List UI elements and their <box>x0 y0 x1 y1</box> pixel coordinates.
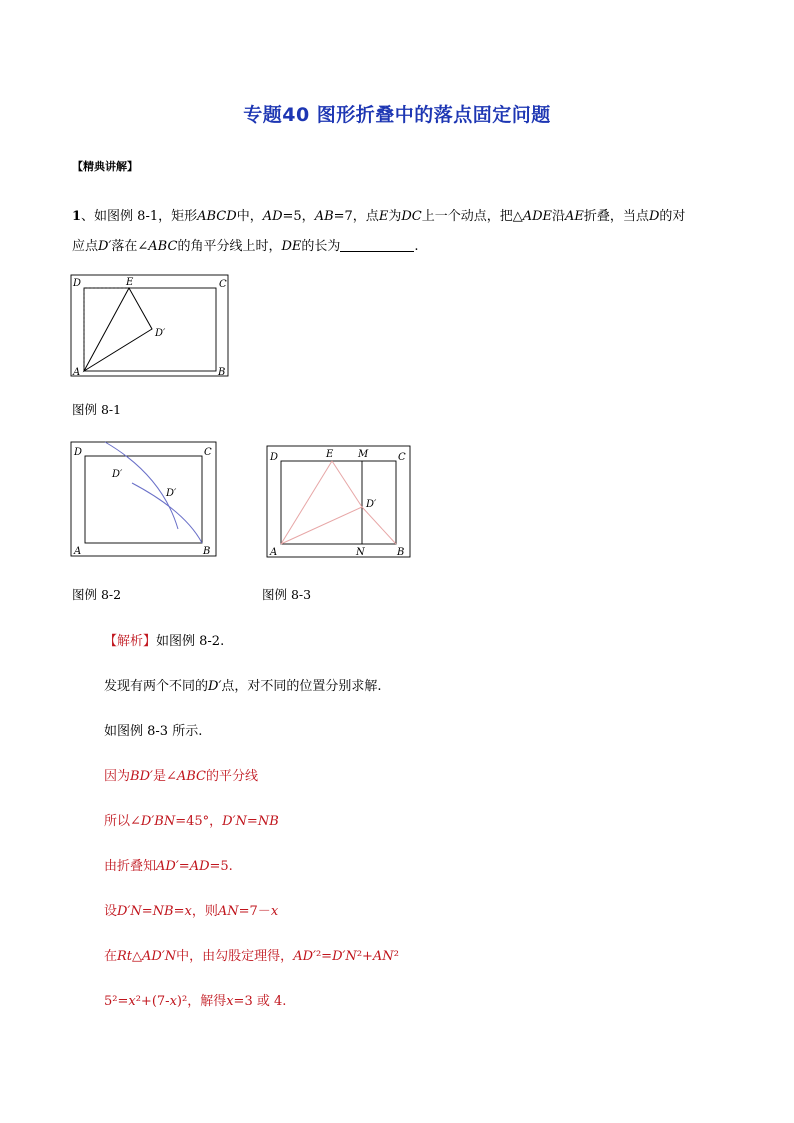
solution-text-segment: x <box>184 904 192 919</box>
solution-text-segment: ²+ <box>356 949 373 964</box>
fig3-label-d-prime: D′ <box>366 499 377 510</box>
fig1-label-d-prime: D′ <box>155 328 166 339</box>
fig1-label-a: A <box>73 367 81 378</box>
fig2-label-b: B <box>203 546 211 557</box>
caption-8-1: 图例 8-1 <box>72 402 122 417</box>
solution-text-segment: AD′N <box>142 949 177 964</box>
segment-ab: AB <box>314 209 334 224</box>
rect-name: ABCD <box>197 209 237 224</box>
solution-line-8 <box>104 945 399 964</box>
solution-text-segment: = <box>246 814 258 829</box>
figure-8-2 <box>70 441 218 558</box>
figure-8-3 <box>266 445 412 559</box>
fig3-label-m: M <box>358 449 369 460</box>
solution-text-segment: = <box>173 904 185 919</box>
solution-text-segment: 如图例 8-2. <box>156 634 225 649</box>
solution-text-segment: ²= <box>315 949 333 964</box>
fig2-label-d: D <box>74 447 83 458</box>
solution-text-segment: ABC <box>176 769 206 784</box>
solution-text-segment: D′N <box>117 904 142 919</box>
fig3-label-c: C <box>398 452 406 463</box>
analysis-label: 【解析】 <box>104 634 157 649</box>
problem-text-segment: 的角平分线上时， <box>177 239 282 254</box>
solution-line-1 <box>104 630 224 649</box>
problem-text-segment: =5， <box>282 209 315 224</box>
solution-text-segment: AN <box>372 949 394 964</box>
fig2-label-d-prime-2: D′ <box>166 488 177 499</box>
triangle-ade: ADE <box>522 209 553 224</box>
solution-text-segment: AD′ <box>156 859 179 874</box>
caption-8-3: 图例 8-3 <box>262 587 312 602</box>
fig1-label-c: C <box>219 279 227 290</box>
fig3-label-e: E <box>326 449 334 460</box>
problem-text-segment: 上一个动点，把△ <box>421 209 523 224</box>
problem-text-segment: 为 <box>388 209 402 224</box>
fig1-label-e: E <box>126 277 134 288</box>
solution-text-segment: 所以∠ <box>104 814 141 829</box>
solution-line-6 <box>104 855 233 874</box>
solution-text-segment: D′BN <box>140 814 176 829</box>
solution-text-segment: x <box>128 994 136 1009</box>
solution-text-segment: = <box>178 859 190 874</box>
segment-dc: DC <box>401 209 422 224</box>
fig3-label-n: N <box>356 547 365 558</box>
solution-line-2 <box>104 675 382 694</box>
solution-text-segment: =5. <box>209 859 233 874</box>
angle-abc: ABC <box>148 239 178 254</box>
solution-text-segment: D′N <box>222 814 247 829</box>
solution-text-segment: x <box>270 904 279 919</box>
solution-text-segment: D′N <box>332 949 357 964</box>
solution-line-9 <box>104 990 286 1009</box>
problem-text-segment: 应点 <box>72 239 99 254</box>
solution-text-segment: =3 或 4. <box>233 994 287 1009</box>
problem-text-segment: 的对 <box>659 209 686 224</box>
problem-text-segment: 的长为 <box>301 239 341 254</box>
solution-line-3 <box>104 720 202 739</box>
fig2-label-c: C <box>204 447 212 458</box>
problem-text <box>72 202 722 262</box>
solution-text-segment: Rt <box>117 949 133 964</box>
problem-text-segment: =7，点 <box>333 209 379 224</box>
section-label: 【精典讲解】 <box>72 160 138 173</box>
fig1-label-b: B <box>218 367 226 378</box>
segment-ae: AE <box>565 209 584 224</box>
problem-text-segment: 、如图例 8-1，矩形 <box>81 209 198 224</box>
solution-line-4 <box>104 765 258 784</box>
solution-text-segment: x <box>169 994 177 1009</box>
page-title: 专题40 图形折叠中的落点固定问题 <box>243 104 551 126</box>
problem-text-segment: 落在∠ <box>111 239 149 254</box>
point-e: E <box>378 209 389 224</box>
problem-text-segment: 中， <box>236 209 263 224</box>
solution-text-segment: NB <box>257 814 279 829</box>
solution-text-segment: =45°， <box>175 814 223 829</box>
figure-8-1 <box>70 274 230 378</box>
solution-text-segment: 点，对不同的位置分别求解. <box>221 679 382 694</box>
solution-text-segment: AD′ <box>293 949 316 964</box>
solution-text-segment: 的平分线 <box>206 769 259 784</box>
solution-text-segment: △ <box>132 949 143 964</box>
fig3-label-b: B <box>397 547 405 558</box>
solution-text-segment: 发现有两个不同的 <box>104 679 209 694</box>
solution-text-segment: )²，解得 <box>176 994 227 1009</box>
solution-line-5 <box>104 810 279 829</box>
solution-text-segment: 设 <box>104 904 118 919</box>
problem-text-segment: 沿 <box>552 209 566 224</box>
fig2-label-a: A <box>74 546 82 557</box>
solution-text-segment: AN <box>217 904 239 919</box>
solution-text-segment: ，则 <box>191 904 218 919</box>
solution-text-segment: =7－ <box>238 904 271 919</box>
point-d: D <box>648 209 660 224</box>
solution-text-segment: ² <box>393 949 399 964</box>
fig1-label-d: D <box>73 278 82 289</box>
solution-text-segment: NB <box>152 904 174 919</box>
segment-de: DE <box>281 239 302 254</box>
solution-text-segment: 5²= <box>104 994 129 1009</box>
solution-text-segment: 因为 <box>104 769 131 784</box>
fig3-label-d: D <box>270 452 279 463</box>
problem-text-segment: 折叠，当点 <box>583 209 649 224</box>
solution-line-7 <box>104 900 278 919</box>
solution-text-segment: x <box>226 994 234 1009</box>
problem-number: 1 <box>72 209 82 224</box>
caption-8-2: 图例 8-2 <box>72 587 122 602</box>
segment-ad: AD <box>262 209 283 224</box>
solution-text-segment: 中，由勾股定理得， <box>176 949 294 964</box>
solution-text-segment: 在 <box>104 949 118 964</box>
solution-text-segment: ²+(7- <box>135 994 170 1009</box>
answer-blank <box>340 237 414 252</box>
fig2-label-d-prime-1: D′ <box>112 469 123 480</box>
solution-text-segment: 是∠ <box>152 769 177 784</box>
fig3-label-a: A <box>270 547 278 558</box>
solution-text-segment: 由折叠知 <box>104 859 157 874</box>
solution-text-segment: 如图例 8-3 所示. <box>104 724 203 739</box>
solution-text-segment: BD′ <box>130 769 153 784</box>
solution-text-segment: D′ <box>208 679 222 694</box>
solution-text-segment: = <box>141 904 153 919</box>
point-d-prime: D′ <box>98 239 112 254</box>
solution-text-segment: AD <box>189 859 210 874</box>
problem-text-segment: . <box>414 239 419 254</box>
